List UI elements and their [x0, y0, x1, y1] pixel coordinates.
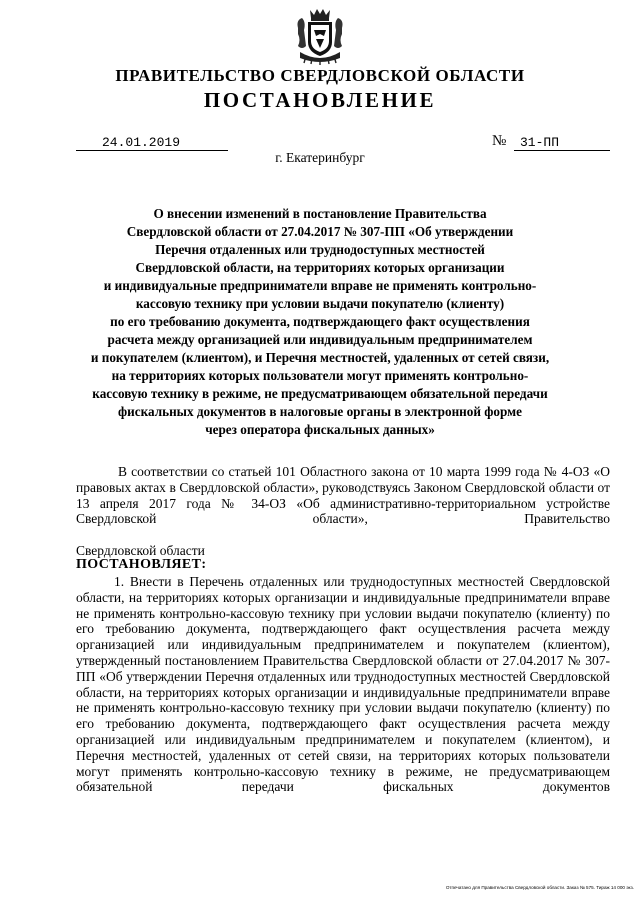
title-line: Свердловской области от 27.04.2017 № 307-ПП «Об утверждении [126, 224, 514, 239]
title-line: кассовую технику при условии выдачи покупателю (клиенту) [135, 296, 505, 311]
document-number: 31-ПП [514, 134, 610, 151]
preamble-paragraph-end: Свердловской области [76, 543, 205, 558]
title-line: через оператора фискальных данных» [205, 422, 435, 437]
coat-of-arms-icon [292, 6, 348, 66]
title-line: Перечня отдаленных или труднодоступных местностей [155, 242, 485, 257]
item-1-paragraph: 1. Внести в Перечень отдаленных или труднодоступных местностей Свердловской области, на территориях которых организации и индивидуальные предприниматели вправе не применять контрольно-кассовую технику при условии выдачи покупателю (клиенту) по его требованию документа, подтверждающего факт осуществления расчета между организацией или индивидуальным предпринимателем и покупателем (клиентом), утвержденный постановлением Правительства Свердловской области от 27.04.2017 № 307-ПП «Об утверждении Перечня отдаленных или труднодоступных местностей Свердловской области, на территориях которых организации и индивидуальные предприниматели вправе не применять контрольно-кассовую технику при условии выдачи покупателю (клиенту) по его требованию документа, подтверждающего факт осуществления расчета между организацией или индивидуальным предпринимателем и покупателем (клиентом), и Перечня местностей, удаленных от сетей связи, на территориях которых пользователи могут применять контрольно-кассовую технику в режиме, не предусматривающем обязательной передачи фискальных документов [76, 574, 610, 795]
city: г. Екатеринбург [275, 150, 365, 165]
title-line: и индивидуальные предприниматели вправе не применять контрольно- [103, 278, 537, 293]
document-number-block [492, 133, 610, 151]
title-line: Свердловской области, на территориях которых организации [135, 260, 505, 275]
title-line: О внесении изменений в постановление Правительства [153, 206, 487, 221]
number-sign: № [492, 133, 507, 149]
title-line: и покупателем (клиентом), и Перечня местностей, удаленных от сетей связи, [90, 350, 550, 365]
title-line: на территориях которых пользователи могут применять контрольно- [111, 368, 529, 383]
document-type: ПОСТАНОВЛЕНИЕ [203, 88, 437, 112]
government-name: ПРАВИТЕЛЬСТВО СВЕРДЛОВСКОЙ ОБЛАСТИ [115, 66, 525, 85]
resolves-heading: ПОСТАНОВЛЯЕТ: [76, 557, 207, 572]
document-title [60, 205, 580, 439]
document-date: 24.01.2019 [76, 134, 228, 151]
title-line: по его требованию документа, подтверждающего факт осуществления [110, 314, 530, 329]
preamble-paragraph: В соответствии со статьей 101 Областного закона от 10 марта 1999 года № 4-ОЗ «О правовых актах в Свердловской области», руководствуясь Законом Свердловской области от 13 апреля 2017 года № 34-ОЗ «Об административно-территориальном устройстве Свердловской области», Правительство [76, 464, 610, 527]
title-line: фискальных документов в налоговые органы в электронной форме [118, 404, 522, 419]
title-line: кассовую технику в режиме, не предусматривающем обязательной передачи [92, 386, 548, 401]
title-line: расчета между организацией или индивидуальным предпринимателем [107, 332, 533, 347]
print-footer: Отпечатано для Правительства Свердловской области. Заказ № 575. Тираж 14 000 экз. [445, 885, 634, 890]
